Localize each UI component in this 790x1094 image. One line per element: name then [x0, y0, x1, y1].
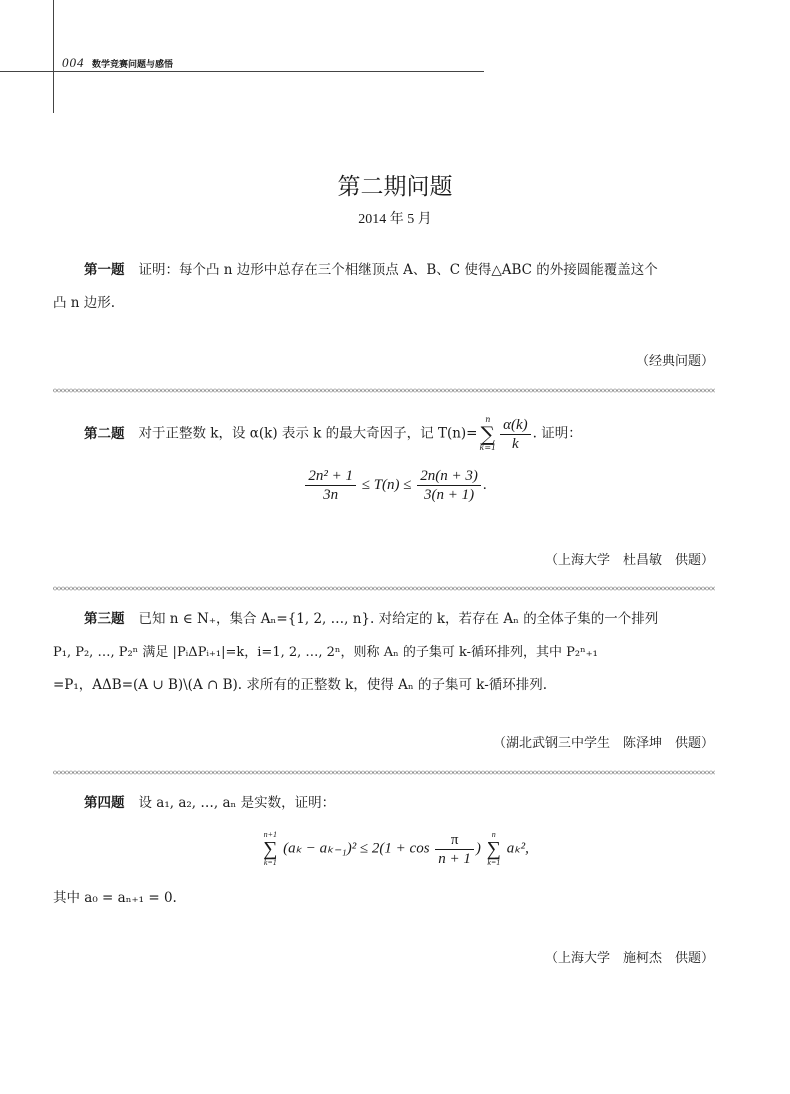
problem-4-source: （上海大学 施柯杰 供题）: [544, 951, 714, 966]
sum-1: [263, 830, 277, 868]
formula-middle: ≤ T(n) ≤: [361, 476, 412, 493]
problem-2-label: 第二题: [84, 425, 125, 442]
problem-1-source: （经典问题）: [635, 354, 714, 369]
sum-bottom: k=1: [479, 443, 497, 452]
sum-2-bottom: k=1: [487, 858, 501, 867]
sum-2: [487, 830, 501, 868]
margin-rule: [53, 0, 54, 113]
frac-denominator: k: [512, 435, 519, 452]
formula-end: .: [482, 476, 487, 493]
sigma-icon: ∑: [480, 422, 495, 446]
problem-1-text-line1: 证明：每个凸 n 边形中总存在三个相继顶点 A、B、C 使得△ABC 的外接圆能覆盖这个: [138, 262, 658, 278]
sigma-icon: ∑: [263, 838, 278, 860]
problem-4: [84, 787, 724, 820]
sigma-icon: ∑: [486, 838, 501, 860]
problem-3-label: 第三题: [84, 611, 125, 627]
issue-date: 2014 年 5 月: [358, 212, 432, 227]
problem-4-condition: 其中 a₀ = aₙ₊₁ = 0.: [53, 890, 177, 906]
problem-3-line1: 已知 n ∈ N₊，集合 Aₙ={1, 2, …, n}. 对给定的 k，若存在 Aₙ 的全体子集的一个排列: [138, 611, 659, 627]
wavy-divider-3: [53, 770, 715, 775]
formula-part-a: (aₖ − aₖ₋₁)² ≤ 2: [283, 840, 380, 857]
problem-1-line2: 凸 n 边形.: [53, 295, 116, 311]
header-rule: [0, 71, 484, 72]
sum-top: n: [485, 415, 491, 424]
pi-numerator: π: [435, 831, 474, 850]
problem-1: [84, 254, 724, 287]
running-header-title: 数学竞赛问题与感悟: [92, 60, 174, 70]
problem-4-label: 第四题: [84, 795, 125, 811]
right-denominator: 3(n + 1): [424, 487, 475, 503]
problem-2-source: （上海大学 杜昌敏 供题）: [544, 553, 714, 568]
formula-part-b: (1 + cos: [379, 840, 430, 857]
problem-3: [84, 603, 724, 636]
sum-2-top: n: [491, 830, 496, 839]
problem-2-text-a: 对于正整数 k，设 α(k) 表示 k 的最大奇因子，记 T(n)=: [138, 425, 478, 442]
problem-1-label: 第一题: [84, 262, 125, 278]
problem-3-line2: P₁, P₂, …, P₂ⁿ 满足 |PᵢΔPᵢ₊₁|=k，i=1, 2, …, 2ⁿ，则称 Aₙ 的子集可 k-循环排列，其中 P₂ⁿ₊₁: [53, 645, 598, 660]
page-number: 004: [62, 55, 85, 70]
sum-1-top: n+1: [263, 830, 277, 839]
left-denominator: 3n: [323, 487, 339, 503]
formula-right-fraction: [417, 467, 481, 504]
left-numerator: 2n² + 1: [305, 467, 356, 486]
frac-numerator: α(k): [500, 416, 531, 435]
problem-2-sum: [479, 415, 496, 453]
problem-3-source: （湖北武钢三中学生 陈泽坤 供题）: [492, 736, 714, 751]
formula-part-c: ): [475, 840, 481, 857]
problem-2: [84, 415, 724, 453]
wavy-divider-1: [53, 388, 715, 393]
pi-denominator: n + 1: [438, 850, 471, 867]
page-title: 第二期问题: [337, 174, 453, 200]
problem-3-line3: =P₁，AΔB=(A ∪ B)\(A ∩ B). 求所有的正整数 k，使得 Aₙ 的子集可 k-循环排列.: [53, 677, 548, 693]
formula-part-d: aₖ²,: [506, 840, 529, 857]
right-numerator: 2n(n + 3): [417, 467, 481, 486]
problem-2-formula: [0, 467, 790, 504]
problem-4-formula: [0, 830, 790, 868]
problem-2-text-b: . 证明：: [532, 425, 582, 442]
problem-2-fraction: [500, 416, 531, 453]
formula-left-fraction: [305, 467, 356, 504]
problem-4-line1: 设 a₁, a₂, …, aₙ 是实数，证明：: [138, 795, 336, 811]
sum-1-bottom: k=1: [263, 858, 277, 867]
wavy-divider-2: [53, 586, 715, 591]
pi-fraction: [435, 831, 474, 868]
